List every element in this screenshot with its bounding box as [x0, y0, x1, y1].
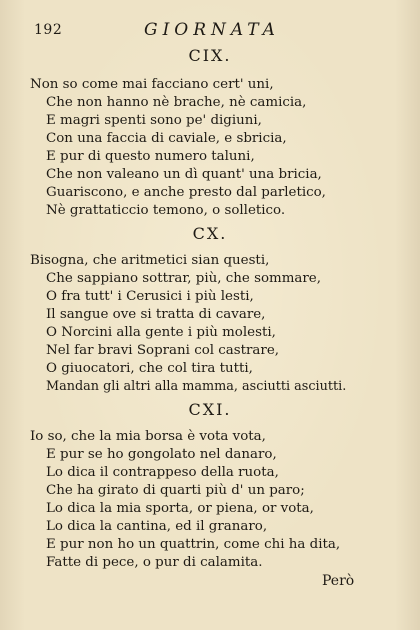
verse-line: O giuocatori, che col tira tutti,	[46, 361, 253, 376]
verse-line: Nel far bravi Soprani col castrare,	[46, 343, 279, 358]
verse-line: Fatte di pece, o pur di calamita.	[46, 555, 263, 570]
verse-line: Bisogna, che aritmetici sian questi,	[30, 253, 270, 268]
stanza-title: CXI.	[188, 400, 232, 419]
verse-line: Che non valeano un dì quant' una bricia,	[46, 167, 322, 182]
verse-line: Lo dica la mia sporta, or piena, or vota,	[46, 501, 314, 516]
verse-line: Che non hanno nè brache, nè camicia,	[46, 95, 307, 110]
page-header	[34, 20, 394, 42]
verse-line: Che ha girato di quarti più d' un paro;	[46, 483, 305, 498]
page-number: 192	[34, 22, 63, 38]
verse-line: E pur di questo numero taluni,	[46, 149, 255, 164]
stanza-title: CX.	[192, 224, 228, 243]
running-head: GIORNATA	[144, 20, 280, 40]
verse-line: E magri spenti sono pe' digiuni,	[46, 113, 262, 128]
verse-line: Lo dica la cantina, ed il granaro,	[46, 519, 268, 534]
verse-line: Il sangue ove si tratta di cavare,	[46, 307, 266, 322]
verse-line: Mandan gli altri alla mamma, asciutti asciutti.	[46, 379, 347, 394]
verse-line: Io so, che la mia borsa è vota vota,	[30, 429, 266, 444]
verse-line: E pur se ho gongolato nel danaro,	[46, 447, 277, 462]
stanza-title: CIX.	[188, 46, 232, 65]
catchword: Però	[322, 573, 355, 589]
verse-line: Con una faccia di caviale, e sbricia,	[46, 131, 287, 146]
verse-line: O Norcini alla gente i più molesti,	[46, 325, 276, 340]
verse-line: Non so come mai facciano cert' uni,	[30, 77, 274, 92]
verse-line: O fra tutt' i Cerusici i più lesti,	[46, 289, 254, 304]
verse-line: Nè grattaticcio temono, o solletico.	[46, 203, 286, 218]
verse-line: Guariscono, e anche presto dal parletico,	[46, 185, 326, 200]
verse-line: E pur non ho un quattrin, come chi ha dita,	[46, 537, 341, 552]
verse-line: Lo dica il contrappeso della ruota,	[46, 465, 279, 480]
verse-line: Che sappiano sottrar, più, che sommare,	[46, 271, 321, 286]
